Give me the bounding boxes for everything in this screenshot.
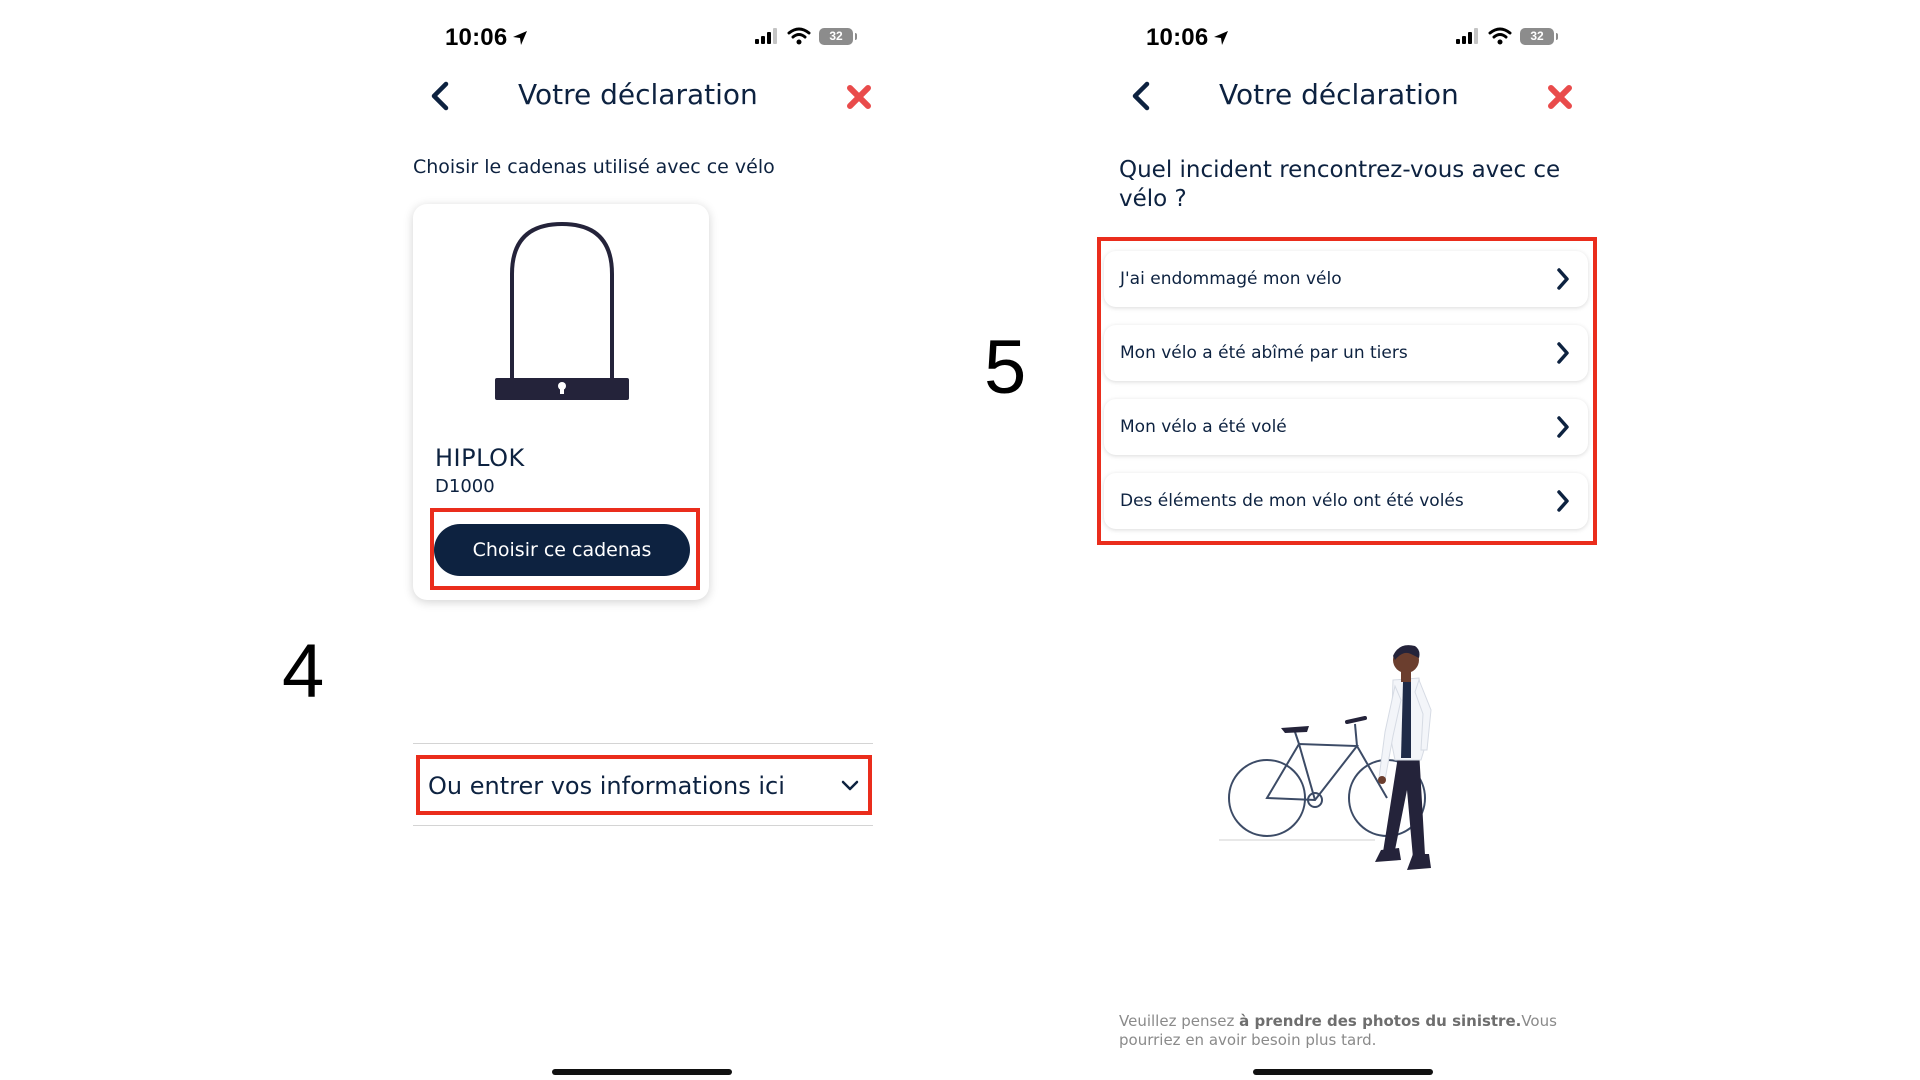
home-indicator [552,1069,732,1075]
back-button[interactable] [1129,80,1159,112]
battery-icon: 32 [1520,28,1554,45]
option-label: J'ai endommagé mon vélo [1120,269,1342,289]
status-icons [1456,27,1554,45]
close-button[interactable] [846,84,874,112]
back-button[interactable] [428,80,458,112]
section-subtitle: Choisir le cadenas utilisé avec ce vélo [413,156,775,178]
chevron-left-icon [1129,80,1153,112]
battery-icon: 32 [819,28,853,45]
option-label: Mon vélo a été abîmé par un tiers [1120,343,1408,363]
option-label: Des éléments de mon vélo ont été volés [1120,491,1464,511]
cellular-signal-icon [755,28,779,44]
lock-brand: HIPLOK [435,444,525,472]
status-icons [755,27,853,45]
step-number-4: 4 [282,629,325,714]
divider-top [413,743,873,744]
highlight-box-manual-entry [416,755,872,815]
option-label: Mon vélo a été volé [1120,417,1287,437]
lock-model: D1000 [435,476,495,497]
home-indicator [1253,1069,1433,1075]
highlight-box-choose-lock [430,508,700,590]
close-icon [846,84,872,110]
wifi-icon [1488,27,1512,45]
location-arrow-icon [1212,29,1230,47]
status-time: 10:06 [1146,24,1230,52]
incident-question: Quel incident rencontrez-vous avec ce vélo ? [1119,157,1561,212]
highlight-box-options [1097,237,1597,545]
page-title: Votre déclaration [518,78,758,111]
close-icon [1547,84,1573,110]
bike-person-illustration [1215,640,1485,880]
choose-lock-button[interactable]: Choisir ce cadenas [434,524,690,576]
u-lock-icon [495,218,629,414]
cellular-signal-icon [1456,28,1480,44]
manual-entry-label: Ou entrer vos informations ici [428,772,785,800]
wifi-icon [787,27,811,45]
location-arrow-icon [511,29,529,47]
close-button[interactable] [1547,84,1575,112]
divider-bottom [413,825,873,826]
step-number-5: 5 [984,325,1027,410]
status-time: 10:06 [445,24,529,52]
footer-note: Veuillez pensez à prendre des photos du sinistre.Vous pourriez en avoir besoin plus tard. [1119,1012,1557,1049]
page-title: Votre déclaration [1219,78,1459,111]
chevron-left-icon [428,80,452,112]
